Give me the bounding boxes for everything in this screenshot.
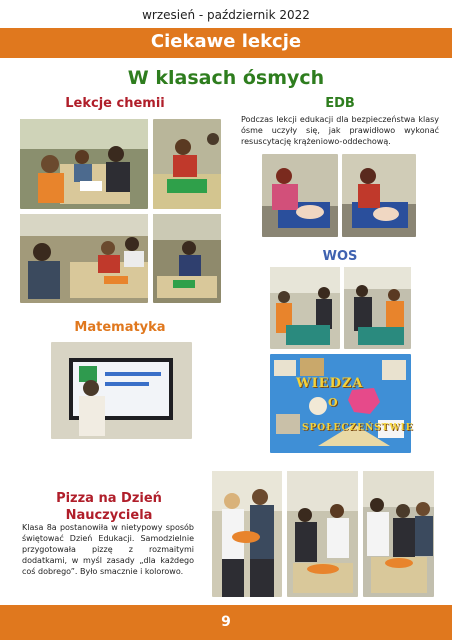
chemistry-photo-4 xyxy=(153,214,221,303)
wos-board-line3: SPOŁECZEŃSTWIE xyxy=(302,423,414,433)
edb-heading: EDB xyxy=(325,96,355,111)
page-number: 9 xyxy=(221,614,231,630)
pizza-photo-2 xyxy=(287,471,358,597)
chemistry-heading: Lekcje chemii xyxy=(65,96,165,111)
chemistry-photo-2 xyxy=(153,119,221,209)
pizza-heading xyxy=(24,490,194,524)
wos-photo-2 xyxy=(344,267,411,349)
pizza-heading-line2: Nauczyciela xyxy=(65,508,153,523)
page-heading: W klasach ósmych xyxy=(127,67,325,89)
math-heading: Matematyka xyxy=(74,320,166,335)
chemistry-photo-1 xyxy=(20,119,148,209)
wos-board-line1: WIEDZA xyxy=(296,376,364,391)
pizza-paragraph: Klasa 8a postanowiła w nietypowy sposób świętować Dzień Edukacji. Samodzielnie przygotowała pizzę z rozmaitymi dodatkami, w myśl zasady „dla każdego coś dobrego”. Było smacznie i kolorowo. xyxy=(22,523,194,576)
pizza-heading-line1: Pizza na Dzień xyxy=(56,491,162,506)
edb-paragraph: Podczas lekcji edukacji dla bezpieczeństwa klasy ósme uczyły się, jak prawidłowo wykonać resuscytację krążeniowo-oddechową. xyxy=(241,115,439,146)
banner-title: Ciekawe lekcje xyxy=(150,31,302,52)
math-photo xyxy=(51,342,192,439)
pizza-photo-1 xyxy=(212,471,282,597)
wos-board-photo xyxy=(270,354,411,453)
pizza-photo-3 xyxy=(363,471,434,597)
chemistry-photo-3 xyxy=(20,214,148,303)
edb-photo-2 xyxy=(342,154,416,237)
wos-board-line2: O xyxy=(328,396,339,409)
wos-heading: WOS xyxy=(322,249,358,264)
issue-date: wrzesień - październik 2022 xyxy=(142,8,310,22)
edb-photo-1 xyxy=(262,154,338,237)
wos-photo-1 xyxy=(270,267,340,349)
